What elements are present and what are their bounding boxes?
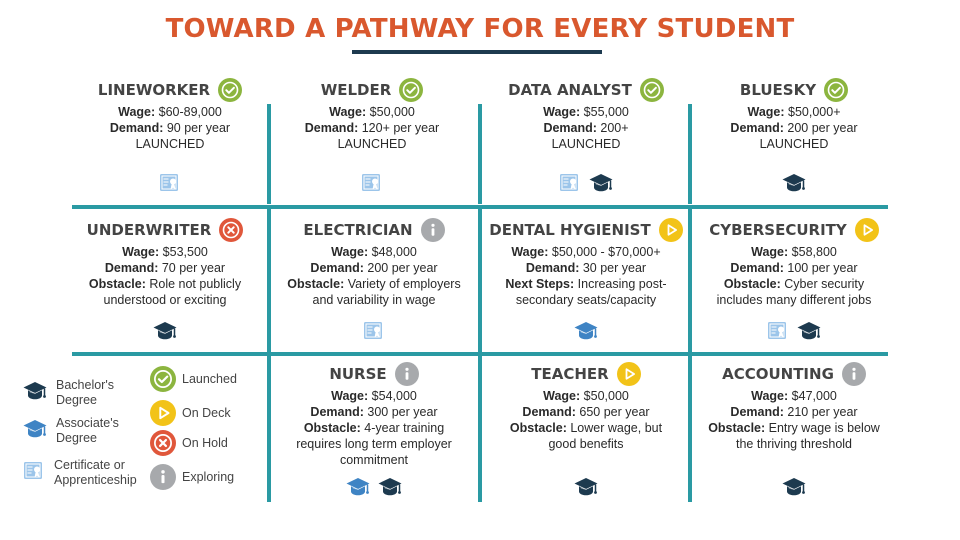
bachelors-cap-icon	[781, 172, 807, 194]
detail-value: and variability in wage	[312, 293, 436, 307]
pathway-title: CYBERSECURITY	[709, 221, 847, 239]
associates-cap-icon	[573, 320, 599, 342]
legend-label: Degree	[56, 393, 97, 407]
detail-value: $60-89,000	[155, 105, 222, 119]
detail-value: Increasing post-	[574, 277, 667, 291]
degree-icons	[272, 172, 472, 194]
launched-status-icon	[150, 366, 176, 392]
detail-label: Demand:	[304, 121, 359, 135]
exploring-status-icon	[842, 362, 866, 386]
legend-item-associates-cap	[22, 416, 119, 446]
detail-label: Obstacle:	[88, 277, 146, 291]
detail-value: includes many different jobs	[716, 293, 872, 307]
pathway-detail	[272, 136, 472, 152]
detail-value: 210 per year	[783, 405, 858, 419]
pathway-detail	[696, 436, 892, 452]
legend-item-launched	[150, 366, 237, 392]
detail-label: Demand:	[730, 405, 784, 419]
detail-label: Demand:	[109, 121, 164, 135]
pathway-detail	[272, 244, 476, 260]
pathway-detail	[484, 420, 688, 436]
detail-value: 100 per year	[783, 261, 858, 275]
pathway-card-electrician	[272, 218, 476, 350]
degree-icons	[484, 320, 688, 342]
legend-label: Associate's	[56, 416, 119, 430]
certificate-icon	[362, 320, 386, 342]
detail-value: Lower wage, but	[566, 421, 663, 435]
pathway-detail	[696, 420, 892, 436]
pathway-card-data-analyst	[484, 78, 688, 202]
detail-value: LAUNCHED	[759, 137, 829, 151]
bachelors-cap-icon	[781, 476, 807, 498]
legend-item-certificate	[22, 458, 137, 488]
detail-label: Wage:	[751, 245, 789, 259]
pathway-title: LINEWORKER	[97, 81, 211, 99]
grid-divider	[478, 104, 482, 204]
pathway-detail	[272, 104, 472, 120]
detail-label: Demand:	[522, 405, 576, 419]
pathway-detail	[272, 452, 476, 468]
pathway-detail	[696, 244, 892, 260]
on-hold-status-icon	[150, 430, 176, 456]
detail-value: $53,500	[159, 245, 208, 259]
grid-divider	[688, 104, 692, 204]
pathway-detail	[272, 292, 476, 308]
pathway-card-welder	[272, 78, 472, 202]
detail-value: Cyber security	[780, 277, 865, 291]
launched-status-icon	[399, 78, 423, 102]
certificate-icon	[360, 172, 384, 194]
detail-label: Wage:	[331, 389, 369, 403]
legend-label: Exploring	[182, 469, 235, 484]
bachelors-cap-icon	[588, 172, 614, 194]
legend-label: Certificate or	[54, 458, 125, 472]
detail-value: $54,000	[368, 389, 417, 403]
detail-value: 90 per year	[163, 121, 231, 135]
detail-value: the thriving threshold	[735, 437, 853, 451]
launched-status-icon	[218, 78, 242, 102]
pathway-title: BLUESKY	[739, 81, 817, 99]
pathway-detail	[70, 104, 270, 120]
degree-icons	[70, 172, 270, 194]
grid-divider	[688, 209, 692, 354]
pathway-detail	[272, 276, 476, 292]
detail-value: 4-year training	[360, 421, 445, 435]
certificate-icon	[558, 172, 582, 194]
detail-label: Demand:	[525, 261, 580, 275]
pathway-detail	[272, 420, 476, 436]
pathway-card-lineworker	[70, 78, 270, 202]
detail-value: 650 per year	[575, 405, 650, 419]
pathway-card-bluesky	[696, 78, 892, 202]
pathway-detail	[484, 436, 688, 452]
detail-value: understood or exciting	[103, 293, 227, 307]
pathway-card-cybersecurity	[696, 218, 892, 350]
pathway-detail	[62, 292, 268, 308]
detail-value: $58,800	[788, 245, 837, 259]
pathway-card-nurse	[272, 362, 476, 506]
degree-icons	[696, 476, 892, 498]
pathway-detail	[272, 436, 476, 452]
legend-label: Launched	[182, 371, 237, 386]
pathway-detail	[696, 260, 892, 276]
detail-label: Obstacle:	[723, 277, 781, 291]
pathway-detail	[62, 276, 268, 292]
pathway-detail	[484, 136, 688, 152]
detail-label: Wage:	[751, 389, 789, 403]
detail-label: Wage:	[122, 245, 160, 259]
legend-label: Apprenticeship	[54, 473, 137, 487]
pathway-detail	[696, 276, 892, 292]
pathway-detail	[62, 260, 268, 276]
legend-item-bachelors-cap	[22, 378, 114, 408]
pathway-detail	[484, 244, 688, 260]
detail-label: Wage:	[747, 105, 785, 119]
legend-item-on-hold	[150, 430, 228, 456]
grid-divider	[267, 356, 271, 502]
associates-cap-icon	[345, 476, 371, 498]
degree-icons	[62, 320, 268, 342]
pathway-detail	[70, 120, 270, 136]
legend-label: Bachelor's	[56, 378, 114, 392]
detail-value: 120+ per year	[358, 121, 440, 135]
on-deck-status-icon	[659, 218, 683, 242]
degree-icons	[272, 320, 476, 342]
pathway-detail	[696, 136, 892, 152]
detail-value: 200 per year	[783, 121, 858, 135]
pathway-title: NURSE	[329, 365, 387, 383]
on-hold-status-icon	[219, 218, 243, 242]
degree-icons	[272, 476, 476, 498]
pathway-detail	[272, 260, 476, 276]
pathway-detail	[696, 120, 892, 136]
detail-value: $47,000	[788, 389, 837, 403]
pathway-detail	[484, 404, 688, 420]
detail-label: Demand:	[543, 121, 597, 135]
legend-item-on-deck	[150, 400, 231, 426]
detail-value: LAUNCHED	[551, 137, 621, 151]
on-deck-status-icon	[617, 362, 641, 386]
detail-label: Obstacle:	[509, 421, 567, 435]
detail-label: Obstacle:	[708, 421, 766, 435]
detail-value: Role not publicly	[145, 277, 242, 291]
detail-value: 200 per year	[363, 261, 438, 275]
detail-value: $48,000	[368, 245, 417, 259]
detail-label: Demand:	[730, 261, 784, 275]
pathway-detail	[484, 104, 688, 120]
pathway-detail	[484, 292, 688, 308]
bachelors-cap-icon	[573, 476, 599, 498]
detail-label: Demand:	[310, 261, 364, 275]
pathway-title: DATA ANALYST	[508, 81, 632, 99]
detail-value: good benefits	[548, 437, 624, 451]
detail-label: Demand:	[730, 121, 784, 135]
detail-value: $50,000 - $70,000+	[548, 245, 661, 259]
page-title: TOWARD A PATHWAY FOR EVERY STUDENT	[165, 14, 795, 44]
exploring-status-icon	[395, 362, 419, 386]
degree-icons	[696, 172, 892, 194]
pathway-title: TEACHER	[531, 365, 609, 383]
launched-status-icon	[824, 78, 848, 102]
pathway-detail	[484, 388, 688, 404]
pathway-card-accounting	[696, 362, 892, 506]
pathway-title: DENTAL HYGIENIST	[489, 221, 651, 239]
detail-value: $50,000	[366, 105, 415, 119]
detail-value: $50,000	[580, 389, 629, 403]
detail-value: 70 per year	[158, 261, 226, 275]
launched-status-icon	[640, 78, 664, 102]
detail-label: Wage:	[543, 105, 581, 119]
exploring-status-icon	[421, 218, 445, 242]
pathway-title: UNDERWRITER	[86, 221, 212, 239]
degree-icons	[484, 476, 688, 498]
pathway-title: WELDER	[320, 81, 392, 99]
legend-label: Degree	[56, 431, 97, 445]
detail-label: Wage:	[331, 245, 369, 259]
bachelors-cap-icon	[152, 320, 178, 342]
detail-value: $50,000+	[784, 105, 841, 119]
detail-label: Next Steps:	[505, 277, 575, 291]
certificate-icon	[766, 320, 790, 342]
pathway-detail	[484, 276, 688, 292]
detail-label: Demand:	[310, 405, 364, 419]
on-deck-status-icon	[150, 400, 176, 426]
pathway-detail	[272, 404, 476, 420]
legend-item-exploring	[150, 464, 234, 490]
pathway-detail	[484, 260, 688, 276]
grid-divider	[478, 209, 482, 354]
pathway-card-underwriter	[62, 218, 268, 350]
detail-label: Wage:	[511, 245, 549, 259]
detail-label: Wage:	[329, 105, 367, 119]
legend-label: On Hold	[182, 435, 228, 450]
title-underline	[352, 50, 602, 54]
detail-label: Wage:	[118, 105, 156, 119]
detail-value: requires long term employer	[296, 437, 452, 451]
detail-value: Entry wage is below	[765, 421, 880, 435]
pathway-card-teacher	[484, 362, 688, 506]
pathway-detail	[696, 104, 892, 120]
pathway-detail	[696, 292, 892, 308]
bachelors-cap-icon	[22, 380, 48, 406]
pathway-detail	[62, 244, 268, 260]
bachelors-cap-icon	[377, 476, 403, 498]
detail-label: Wage:	[543, 389, 581, 403]
detail-label: Obstacle:	[287, 277, 345, 291]
detail-value: LAUNCHED	[135, 137, 205, 151]
grid-divider	[478, 356, 482, 502]
pathway-detail	[484, 120, 688, 136]
pathway-detail	[696, 388, 892, 404]
pathway-card-dental-hygienist	[484, 218, 688, 350]
on-deck-status-icon	[855, 218, 879, 242]
pathway-detail	[70, 136, 270, 152]
detail-value: 200+	[596, 121, 629, 135]
detail-label: Demand:	[104, 261, 159, 275]
associates-cap-icon	[22, 418, 48, 444]
pathway-title: ELECTRICIAN	[303, 221, 413, 239]
grid-divider	[688, 356, 692, 502]
exploring-status-icon	[150, 464, 176, 490]
degree-icons	[484, 172, 688, 194]
detail-value: LAUNCHED	[337, 137, 407, 151]
detail-value: $55,000	[580, 105, 629, 119]
certificate-icon	[158, 172, 182, 194]
detail-value: commitment	[339, 453, 409, 467]
pathway-detail	[696, 404, 892, 420]
detail-label: Obstacle:	[303, 421, 361, 435]
certificate-icon	[22, 460, 46, 486]
detail-value: 30 per year	[579, 261, 647, 275]
pathway-title: ACCOUNTING	[722, 365, 834, 383]
bachelors-cap-icon	[796, 320, 822, 342]
pathway-detail	[272, 120, 472, 136]
legend-label: On Deck	[182, 405, 231, 420]
detail-value: 300 per year	[363, 405, 438, 419]
degree-icons	[696, 320, 892, 342]
pathway-detail	[272, 388, 476, 404]
detail-value: secondary seats/capacity	[515, 293, 657, 307]
detail-value: Variety of employers	[344, 277, 461, 291]
